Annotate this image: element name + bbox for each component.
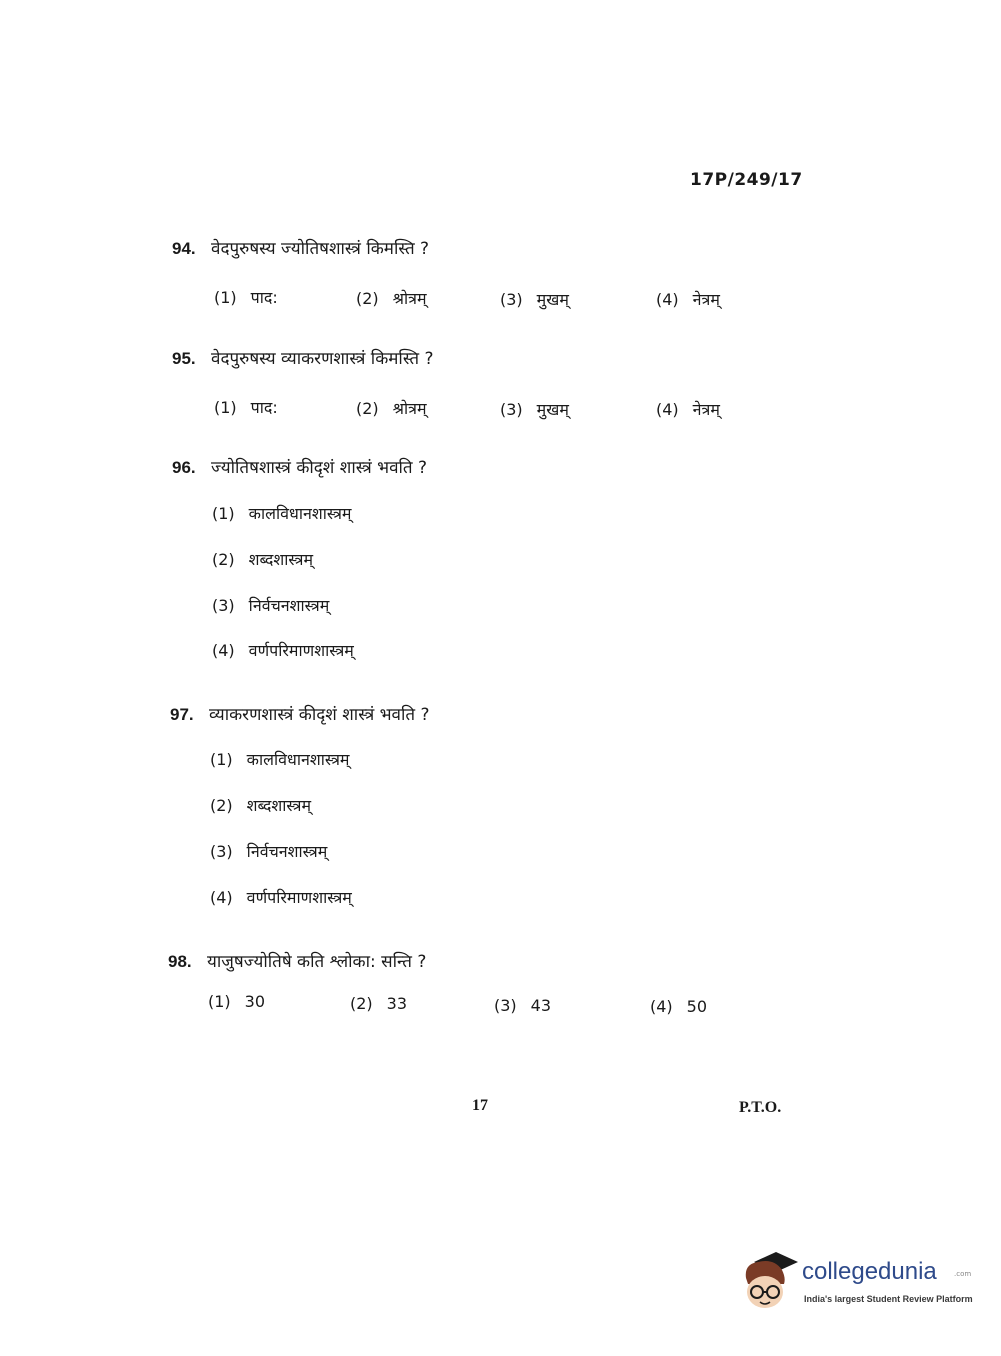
student-mascot-icon (740, 1248, 800, 1312)
question-text: ज्योतिषशास्त्रं कीदृशं शास्त्रं भवति ? (211, 458, 428, 478)
page-number: 17 (472, 1097, 488, 1114)
option-98-3: (3) 43 (494, 996, 552, 1015)
brand-name: collegedunia (802, 1258, 937, 1285)
option-97-3: (3) निर्वचनशास्त्रम् (210, 842, 328, 861)
option-96-2: (2) शब्दशास्त्रम् (212, 550, 314, 569)
brand-tagline: India's largest Student Review Platform (804, 1294, 973, 1304)
question-number: 97. (170, 705, 194, 724)
pto-label: P.T.O. (739, 1099, 782, 1116)
option-98-2: (2) 33 (350, 994, 408, 1013)
question-text: वेदपुरुषस्य व्याकरणशास्त्रं किमस्ति ? (211, 349, 434, 369)
option-97-1: (1) कालविधानशास्त्रम् (210, 750, 350, 769)
question-text: व्याकरणशास्त्रं कीदृशं शास्त्रं भवति ? (209, 705, 430, 725)
option-94-4: (4) नेत्रम् (656, 290, 720, 309)
question-number: 96. (172, 458, 196, 477)
option-95-2: (2) श्रोत्रम् (356, 399, 427, 418)
brand-suffix: .com (954, 1270, 972, 1278)
option-95-4: (4) नेत्रम् (656, 400, 720, 419)
option-98-1: (1) 30 (208, 992, 266, 1011)
question-text: वेदपुरुषस्य ज्योतिषशास्त्रं किमस्ति ? (211, 239, 430, 259)
question-number: 95. (172, 349, 196, 368)
option-97-4: (4) वर्णपरिमाणशास्त्रम् (210, 888, 352, 907)
question-97 (170, 702, 430, 725)
question-number: 94. (172, 239, 196, 258)
question-95 (172, 346, 434, 369)
question-94 (172, 236, 429, 259)
option-95-1: (1) पाद: (214, 398, 278, 417)
option-94-2: (2) श्रोत्रम् (356, 289, 427, 308)
option-96-3: (3) निर्वचनशास्त्रम् (212, 596, 330, 615)
option-96-4: (4) वर्णपरिमाणशास्त्रम् (212, 641, 354, 660)
collegedunia-watermark (740, 1248, 973, 1318)
option-98-4: (4) 50 (650, 997, 708, 1016)
paper-code: 17P/249/17 (690, 170, 803, 190)
option-94-3: (3) मुखम् (500, 290, 569, 309)
option-95-3: (3) मुखम् (500, 400, 569, 419)
question-96 (172, 455, 427, 478)
option-94-1: (1) पाद: (214, 288, 278, 307)
option-96-1: (1) कालविधानशास्त्रम् (212, 504, 352, 523)
question-text: याजुषज्योतिषे कति श्लोका: सन्ति ? (207, 952, 427, 972)
option-97-2: (2) शब्दशास्त्रम् (210, 796, 312, 815)
question-98 (168, 949, 426, 972)
question-number: 98. (168, 952, 192, 971)
